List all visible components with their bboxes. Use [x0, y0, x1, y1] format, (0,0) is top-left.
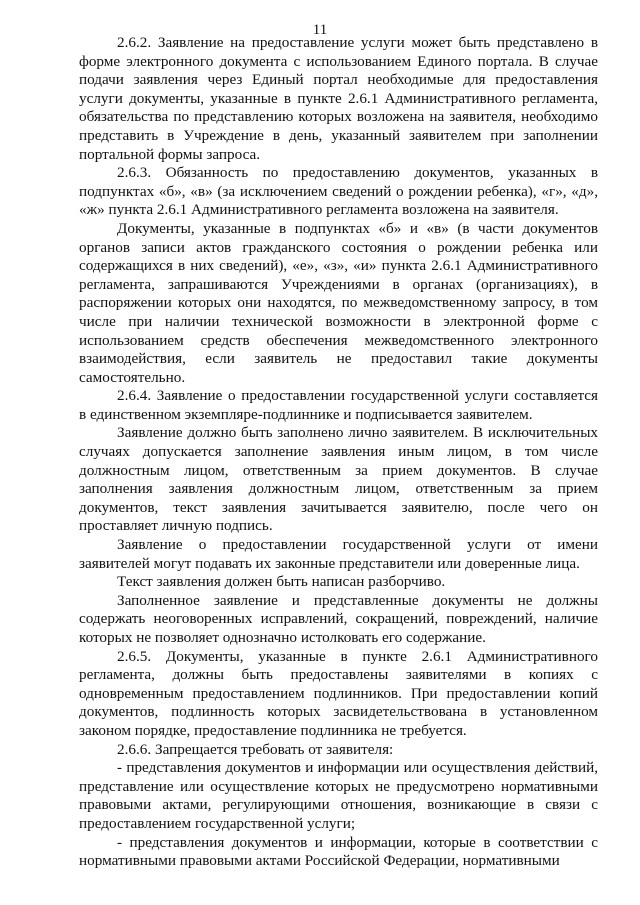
paragraph-legible-text: Текст заявления должен быть написан разборчиво. [117, 573, 446, 591]
paragraph-2-6-5: 2.6.5. Документы, указанные в пункте 2.6.1 Административного регламента, должны быть предоставлены заявителями в копиях с одновременным предоставлением подлинников. При предоставлении копий документов, подлинность которых засвидетельствована в установленном законом порядке, предоставление подлинника не требуется. [79, 647, 598, 739]
list-item-prohibited-2: - представления документов и информации, которые в соответствии с нормативными правовыми актами Российской Федерации, нормативными [79, 833, 598, 870]
paragraph-representatives: Заявление о предоставлении государственной услуги от имени заявителей могут подавать их законные представители или доверенные лица. [79, 536, 598, 572]
page-number: 11 [312, 22, 328, 38]
paragraph-2-6-2: 2.6.2. Заявление на предоставление услуги может быть представлено в форме электронного документа с использованием Единого портала. В случае подачи заявления через Единый портал необходимые для предоставления услуги документы, указанные в пункте 2.6.1 Административного регламента, обязательства по представлению которых возложена на заявителя, необходимо представить в Учреждение в день, указанный заявителем при заполнении портальной формы запроса. [79, 34, 598, 163]
paragraph-documents-requested: Документы, указанные в подпунктах «б» и «в» (в части документов органов записи актов гражданского состояния о рождении ребенка или содержащихся в них сведений), «е», «з», «и» пункта 2.6.1 Административного регламента, запрашиваются Учреждениями в органах (организациях), в распоряжении которых они находятся, по межведомственному запросу, в том числе при наличии технической возможности в электронной форме с использованием средств обеспечения межведомственного электронного взаимодействия, если заявитель не предоставил такие документы самостоятельно. [79, 219, 598, 386]
paragraph-no-corrections: Заполненное заявление и представленные документы не должны содержать неоговоренных исправлений, сокращений, повреждений, наличие которых не позволяет однозначно истолковать его содержание. [79, 591, 598, 646]
paragraph-2-6-6: 2.6.6. Запрещается требовать от заявителя: [117, 740, 394, 758]
paragraph-filled-by-applicant: Заявление должно быть заполнено лично заявителем. В исключительных случаях допускается заполнение заявления иным лицом, в том числе должностным лицом, ответственным за прием документов. В случае заполнения заявления должностным лицом, ответственным за прием документов, текст заявления зачитывается заявителю, после чего он проставляет личную подпись. [79, 424, 598, 535]
paragraph-2-6-3: 2.6.3. Обязанность по предоставлению документов, указанных в подпунктах «б», «в» (за исключением сведений о рождении ребенка), «г», «д», «ж» пункта 2.6.1 Административного регламента возложена на заявителя. [79, 164, 598, 219]
paragraph-2-6-4: 2.6.4. Заявление о предоставлении государственной услуги составляется в единственном экземпляре-подлиннике и подписывается заявителем. [79, 387, 598, 423]
list-item-prohibited-1: - представления документов и информации или осуществления действий, представление или осуществление которых не предусмотрено нормативными правовыми актами, регулирующими отношения, возникающие в связи с предоставлением государственной услуги; [79, 759, 598, 832]
document-body [79, 34, 598, 871]
